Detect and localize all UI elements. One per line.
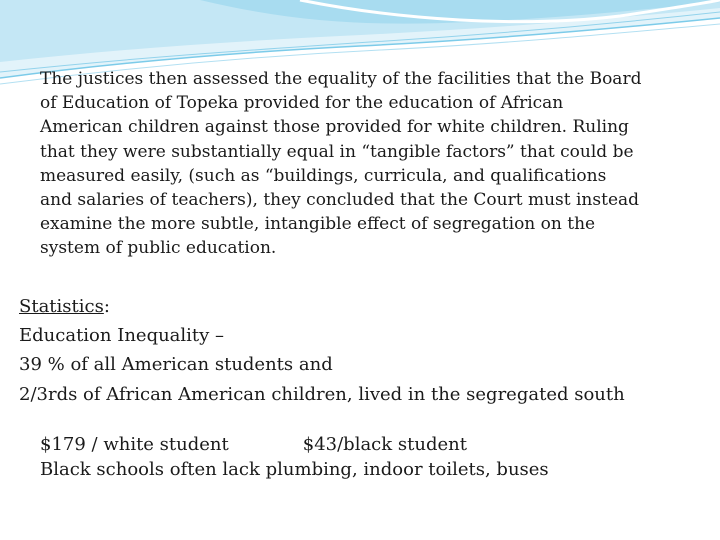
white-student-cost: $179 / white student — [40, 434, 229, 455]
statistics-line: 39 % of all American students and — [19, 354, 333, 376]
statistics-section — [19, 292, 709, 409]
statistics-line: Education Inequality – — [19, 325, 225, 347]
body-paragraph — [40, 67, 705, 261]
paragraph-line: system of public education. — [40, 238, 277, 259]
paragraph-line: measured easily, (such as “buildings, curricula, and qualifications — [40, 165, 607, 186]
statistics-line: 2/3rds of African American children, lived in the segregated south — [19, 383, 625, 405]
statistics-heading-colon: : — [103, 296, 110, 317]
school-conditions-note: Black schools often lack plumbing, indoor toilets, buses — [40, 459, 549, 480]
paragraph-line: The justices then assessed the equality of the facilities that the Board — [40, 69, 642, 89]
cost-comparison-line — [40, 432, 710, 457]
black-student-cost: $43/black student — [302, 434, 467, 455]
paragraph-line: examine the more subtle, intangible effect of segregation on the — [40, 214, 596, 235]
cost-section — [40, 432, 710, 482]
statistics-heading-line — [19, 292, 709, 321]
paragraph-line: American children against those provided for white children. Ruling — [40, 117, 629, 138]
statistics-heading: Statistics — [19, 296, 104, 317]
paragraph-line: and salaries of teachers), they concluded that the Court must instead — [40, 190, 640, 211]
paragraph-line: that they were substantially equal in “tangible factors” that could be — [40, 141, 634, 162]
paragraph-line: of Education of Topeka provided for the education of African — [40, 93, 564, 114]
